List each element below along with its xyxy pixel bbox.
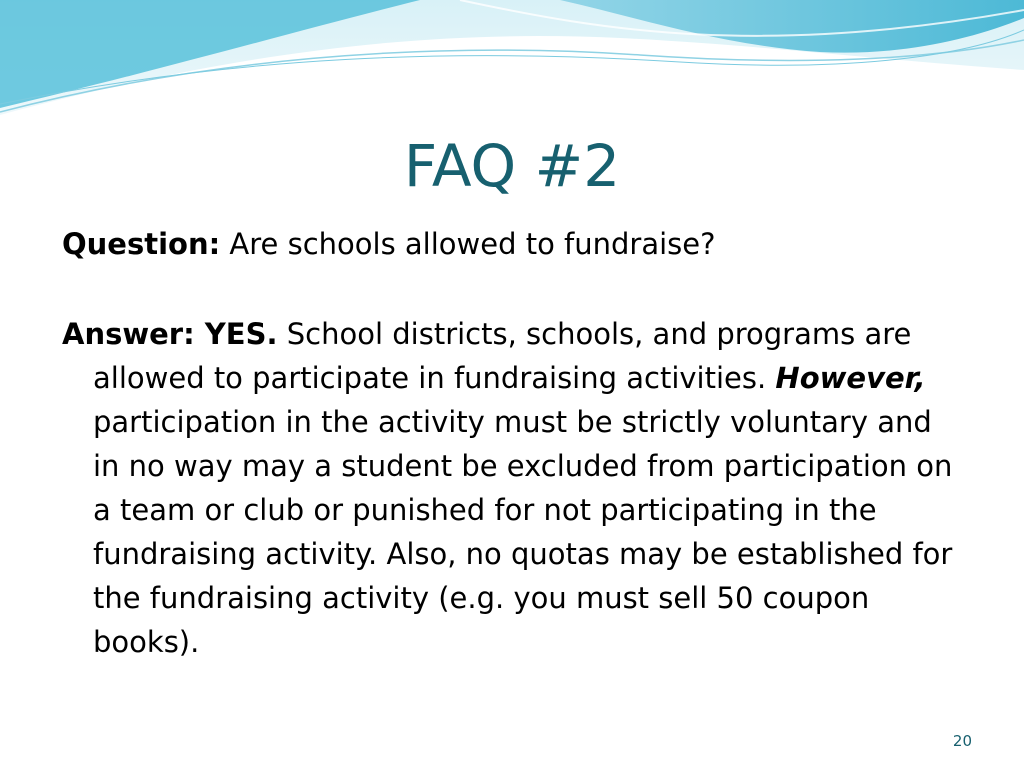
- slide-title: FAQ #2: [403, 132, 621, 200]
- question-paragraph: [62, 222, 962, 266]
- answer-text-part2: participation in the activity must be strictly voluntary and in no way may a student be excluded from participation on a team or club or punished for not participating in the fundraising activity. Also, no quotas may be established for the fundraising activity (e.g. you must sell 50 coupon books).: [93, 405, 953, 659]
- answer-emphasis: However,: [775, 361, 926, 395]
- question-label: Question:: [62, 227, 221, 261]
- slide-number: 20: [952, 732, 972, 750]
- answer-label: Answer: YES.: [62, 317, 278, 351]
- answer-text-part1: School districts, schools, and programs are allowed to participate in fundraising activities.: [93, 317, 912, 395]
- question-text: Are schools allowed to fundraise?: [220, 227, 716, 261]
- header-wave-decoration: [0, 0, 1024, 130]
- answer-paragraph: [62, 312, 962, 664]
- slide-body: [62, 222, 962, 664]
